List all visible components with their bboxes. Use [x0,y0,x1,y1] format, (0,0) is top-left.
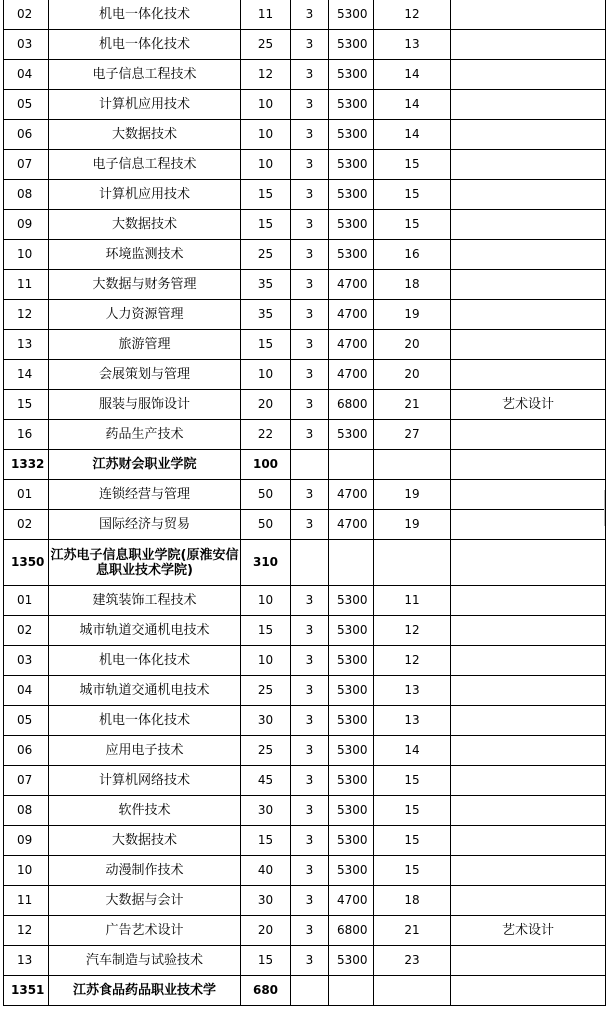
cell-rank: 15 [374,150,451,180]
cell-code: 05 [4,90,49,120]
cell-note [451,240,606,270]
cell-fee: 5300 [329,420,374,450]
cell-fee: 4700 [329,330,374,360]
cell-name: 连锁经营与管理 [49,480,241,510]
school-row [4,450,606,480]
cell-note [451,646,606,676]
cell-years [291,976,329,1006]
table-row [4,736,606,766]
cell-plan: 25 [241,240,291,270]
cell-rank: 14 [374,60,451,90]
table-row [4,300,606,330]
cell-code: 14 [4,360,49,390]
cell-note [451,946,606,976]
cell-fee: 5300 [329,0,374,30]
cell-name: 会展策划与管理 [49,360,241,390]
cell-name: 计算机应用技术 [49,180,241,210]
cell-code: 12 [4,916,49,946]
cell-fee: 4700 [329,360,374,390]
table-row [4,390,606,420]
cell-fee: 6800 [329,916,374,946]
cell-plan: 10 [241,586,291,616]
cell-code: 03 [4,646,49,676]
table-row [4,886,606,916]
cell-name: 大数据技术 [49,120,241,150]
cell-plan: 15 [241,210,291,240]
cell-years: 3 [291,300,329,330]
cell-note: 艺术设计 [451,390,606,420]
cell-code: 02 [4,510,49,540]
cell-years: 3 [291,120,329,150]
enrollment-plan-table [3,0,606,1006]
cell-years [291,450,329,480]
table-row [4,510,606,540]
cell-note [451,706,606,736]
cell-note [451,856,606,886]
cell-code: 13 [4,946,49,976]
cell-years: 3 [291,240,329,270]
cell-fee: 4700 [329,270,374,300]
cell-fee: 5300 [329,180,374,210]
cell-plan: 12 [241,60,291,90]
cell-rank [374,540,451,586]
cell-years: 3 [291,946,329,976]
cell-years: 3 [291,616,329,646]
cell-fee: 5300 [329,150,374,180]
cell-years: 3 [291,420,329,450]
cell-plan: 10 [241,90,291,120]
cell-code: 02 [4,616,49,646]
cell-code: 09 [4,826,49,856]
cell-rank: 15 [374,826,451,856]
cell-name: 建筑装饰工程技术 [49,586,241,616]
cell-name: 江苏电子信息职业学院(原淮安信息职业技术学院) [49,540,241,586]
table-row [4,646,606,676]
cell-fee: 5300 [329,706,374,736]
cell-name: 电子信息工程技术 [49,150,241,180]
cell-rank: 15 [374,180,451,210]
cell-fee: 4700 [329,510,374,540]
cell-rank: 19 [374,480,451,510]
table-row [4,150,606,180]
cell-plan: 20 [241,916,291,946]
cell-name: 动漫制作技术 [49,856,241,886]
cell-note [451,270,606,300]
cell-rank: 20 [374,360,451,390]
cell-plan: 25 [241,736,291,766]
cell-years: 3 [291,0,329,30]
cell-plan: 10 [241,360,291,390]
cell-fee: 5300 [329,856,374,886]
cell-code: 15 [4,390,49,420]
cell-years: 3 [291,766,329,796]
cell-rank: 16 [374,240,451,270]
cell-rank: 18 [374,886,451,916]
cell-name: 江苏食品药品职业技术学 [49,976,241,1006]
cell-plan: 40 [241,856,291,886]
cell-name: 应用电子技术 [49,736,241,766]
cell-plan: 45 [241,766,291,796]
cell-code: 06 [4,736,49,766]
cell-rank: 13 [374,30,451,60]
cell-plan: 50 [241,510,291,540]
cell-note [451,210,606,240]
table-row [4,706,606,736]
cell-fee: 4700 [329,886,374,916]
cell-fee: 5300 [329,586,374,616]
cell-name: 旅游管理 [49,330,241,360]
cell-years: 3 [291,60,329,90]
cell-name: 汽车制造与试验技术 [49,946,241,976]
cell-years: 3 [291,330,329,360]
cell-name: 机电一体化技术 [49,706,241,736]
cell-note [451,450,606,480]
cell-code: 1351 [4,976,49,1006]
cell-rank: 19 [374,300,451,330]
cell-note [451,330,606,360]
table-row [4,480,606,510]
cell-code: 12 [4,300,49,330]
cell-note [451,30,606,60]
table-row [4,916,606,946]
cell-years: 3 [291,796,329,826]
table-row [4,0,606,30]
cell-note [451,886,606,916]
cell-rank: 14 [374,120,451,150]
cell-code: 10 [4,240,49,270]
cell-code: 04 [4,676,49,706]
cell-plan: 15 [241,180,291,210]
cell-fee [329,540,374,586]
cell-years [291,540,329,586]
table-row [4,330,606,360]
cell-note [451,120,606,150]
cell-name: 大数据技术 [49,826,241,856]
table-row [4,210,606,240]
cell-plan: 25 [241,676,291,706]
cell-plan: 30 [241,886,291,916]
cell-name: 计算机网络技术 [49,766,241,796]
school-row [4,976,606,1006]
cell-note [451,796,606,826]
cell-rank: 19 [374,510,451,540]
cell-fee [329,976,374,1006]
cell-note [451,586,606,616]
cell-code: 03 [4,30,49,60]
table-row [4,60,606,90]
cell-rank: 15 [374,210,451,240]
cell-code: 01 [4,586,49,616]
cell-rank [374,976,451,1006]
table-row [4,360,606,390]
cell-note [451,60,606,90]
cell-years: 3 [291,210,329,240]
school-row [4,540,606,586]
cell-code: 07 [4,766,49,796]
cell-rank: 23 [374,946,451,976]
cell-name: 服装与服饰设计 [49,390,241,420]
cell-years: 3 [291,480,329,510]
cell-plan: 10 [241,646,291,676]
cell-fee: 5300 [329,616,374,646]
cell-fee: 5300 [329,646,374,676]
cell-code: 10 [4,856,49,886]
cell-fee: 5300 [329,30,374,60]
table-body [4,0,606,1006]
cell-code: 1350 [4,540,49,586]
cell-years: 3 [291,30,329,60]
table-row [4,270,606,300]
cell-note [451,676,606,706]
cell-note [451,616,606,646]
cell-note [451,826,606,856]
cell-name: 机电一体化技术 [49,0,241,30]
cell-plan: 35 [241,300,291,330]
cell-rank [374,450,451,480]
cell-code: 02 [4,0,49,30]
cell-code: 11 [4,886,49,916]
cell-note [451,150,606,180]
cell-code: 1332 [4,450,49,480]
cell-name: 城市轨道交通机电技术 [49,676,241,706]
cell-plan: 15 [241,826,291,856]
cell-note [451,360,606,390]
cell-fee [329,450,374,480]
cell-rank: 15 [374,796,451,826]
cell-name: 机电一体化技术 [49,30,241,60]
cell-rank: 21 [374,916,451,946]
cell-plan: 15 [241,330,291,360]
table-row [4,826,606,856]
cell-name: 软件技术 [49,796,241,826]
cell-plan: 15 [241,616,291,646]
cell-fee: 5300 [329,90,374,120]
cell-plan: 15 [241,946,291,976]
table-row [4,796,606,826]
cell-years: 3 [291,916,329,946]
cell-years: 3 [291,706,329,736]
cell-rank: 15 [374,856,451,886]
cell-code: 05 [4,706,49,736]
cell-code: 06 [4,120,49,150]
cell-fee: 5300 [329,60,374,90]
cell-rank: 13 [374,706,451,736]
cell-name: 广告艺术设计 [49,916,241,946]
cell-plan: 22 [241,420,291,450]
table-row [4,676,606,706]
table-row [4,240,606,270]
cell-name: 大数据与会计 [49,886,241,916]
cell-note [451,420,606,450]
cell-name: 城市轨道交通机电技术 [49,616,241,646]
cell-fee: 5300 [329,210,374,240]
cell-note [451,180,606,210]
cell-plan: 680 [241,976,291,1006]
cell-plan: 30 [241,706,291,736]
cell-years: 3 [291,646,329,676]
cell-years: 3 [291,390,329,420]
cell-name: 电子信息工程技术 [49,60,241,90]
cell-rank: 12 [374,616,451,646]
cell-fee: 5300 [329,736,374,766]
cell-fee: 5300 [329,766,374,796]
cell-note: 艺术设计 [451,916,606,946]
cell-rank: 14 [374,90,451,120]
cell-name: 大数据技术 [49,210,241,240]
cell-fee: 4700 [329,300,374,330]
cell-code: 11 [4,270,49,300]
table-row [4,586,606,616]
cell-plan: 30 [241,796,291,826]
cell-rank: 27 [374,420,451,450]
table-row [4,766,606,796]
cell-years: 3 [291,510,329,540]
cell-note [451,736,606,766]
cell-code: 09 [4,210,49,240]
cell-name: 江苏财会职业学院 [49,450,241,480]
cell-code: 08 [4,180,49,210]
cell-name: 大数据与财务管理 [49,270,241,300]
cell-name: 机电一体化技术 [49,646,241,676]
cell-name: 环境监测技术 [49,240,241,270]
cell-code: 08 [4,796,49,826]
cell-fee: 5300 [329,240,374,270]
cell-name: 计算机应用技术 [49,90,241,120]
cell-name: 国际经济与贸易 [49,510,241,540]
cell-code: 16 [4,420,49,450]
cell-years: 3 [291,676,329,706]
cell-rank: 18 [374,270,451,300]
table-row [4,120,606,150]
table-row [4,616,606,646]
cell-note [451,0,606,30]
cell-plan: 50 [241,480,291,510]
cell-rank: 21 [374,390,451,420]
cell-note [451,480,606,510]
table-row [4,946,606,976]
cell-code: 07 [4,150,49,180]
cell-name: 药品生产技术 [49,420,241,450]
cell-fee: 5300 [329,946,374,976]
cell-rank: 20 [374,330,451,360]
cell-plan: 10 [241,120,291,150]
cell-note [451,540,606,586]
cell-rank: 12 [374,646,451,676]
cell-plan: 11 [241,0,291,30]
table-row [4,856,606,886]
cell-years: 3 [291,826,329,856]
cell-note [451,976,606,1006]
cell-code: 13 [4,330,49,360]
cell-rank: 13 [374,676,451,706]
cell-code: 01 [4,480,49,510]
table-row [4,90,606,120]
table-row [4,180,606,210]
cell-note [451,510,606,540]
cell-name: 人力资源管理 [49,300,241,330]
cell-plan: 20 [241,390,291,420]
cell-plan: 310 [241,540,291,586]
cell-plan: 10 [241,150,291,180]
cell-note [451,90,606,120]
cell-code: 04 [4,60,49,90]
table-row [4,30,606,60]
cell-note [451,300,606,330]
cell-plan: 100 [241,450,291,480]
cell-years: 3 [291,360,329,390]
cell-years: 3 [291,586,329,616]
cell-plan: 25 [241,30,291,60]
cell-fee: 5300 [329,826,374,856]
cell-rank: 11 [374,586,451,616]
cell-years: 3 [291,736,329,766]
cell-note [451,766,606,796]
cell-fee: 4700 [329,480,374,510]
cell-years: 3 [291,886,329,916]
cell-years: 3 [291,90,329,120]
table-row [4,420,606,450]
cell-fee: 6800 [329,390,374,420]
cell-rank: 14 [374,736,451,766]
cell-years: 3 [291,270,329,300]
cell-years: 3 [291,180,329,210]
cell-years: 3 [291,150,329,180]
cell-fee: 5300 [329,120,374,150]
cell-fee: 5300 [329,676,374,706]
cell-rank: 15 [374,766,451,796]
cell-plan: 35 [241,270,291,300]
cell-years: 3 [291,856,329,886]
cell-rank: 12 [374,0,451,30]
cell-fee: 5300 [329,796,374,826]
